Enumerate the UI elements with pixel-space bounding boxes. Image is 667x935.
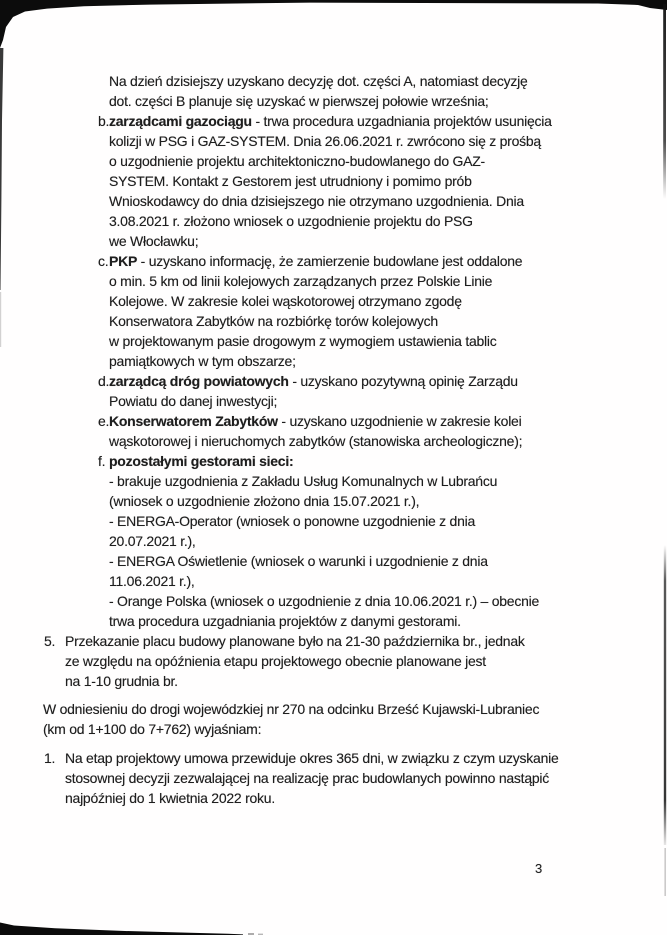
text-segment: - uzyskano pozytywną opinię Zarządu	[288, 373, 518, 389]
text-segment: Wnioskodawcy do dnia dzisiejszego nie otrzymano uzgodnienia. Dnia	[109, 193, 524, 209]
list-marker: f.	[98, 453, 106, 469]
text-line	[109, 251, 667, 271]
text-segment-bold: PKP	[109, 253, 138, 269]
text-line	[65, 788, 667, 808]
text-segment: Konserwatora Zabytków na rozbiórkę torów kolejowych	[109, 313, 438, 329]
text-segment: - Orange Polska (wniosek o uzgodnienie z dnia 10.06.2021 r.) – obecnie	[109, 593, 540, 609]
list-marker: 5.	[44, 633, 56, 649]
list-marker: 1.	[44, 750, 56, 766]
list-item	[0, 748, 667, 808]
text-line	[109, 391, 667, 411]
text-line	[65, 671, 667, 691]
list-item	[0, 371, 667, 411]
scan-edge-right-dots	[664, 848, 666, 896]
text-segment-bold: zarządcą dróg powiatowych	[109, 373, 289, 389]
list-item	[0, 631, 667, 691]
text-segment: 11.06.2021 r.),	[109, 573, 195, 589]
text-line	[109, 311, 667, 331]
list-item	[0, 451, 667, 631]
text-line	[109, 351, 667, 371]
text-line	[65, 748, 667, 768]
text-line	[109, 171, 667, 191]
list-marker: b.	[98, 113, 110, 129]
text-segment: trwa procedura uzgadniania projektów z danymi gestorami.	[109, 613, 461, 629]
text-line	[109, 131, 667, 151]
text-segment: W odniesieniu do drogi wojewódzkiej nr 270 na odcinku Brześć Kujawski-Lubraniec	[43, 701, 540, 717]
text-segment-bold: Konserwatorem Zabytków	[109, 413, 278, 429]
text-line	[109, 591, 667, 611]
text-segment: najpóźniej do 1 kwietnia 2022 roku.	[65, 790, 275, 806]
text-segment: Na dzień dzisiejszy uzyskano decyzję dot. części A, natomiast decyzję	[109, 73, 528, 89]
text-segment: - ENERGA Oświetlenie (wniosek o warunki i uzgodnienie z dnia	[109, 553, 488, 569]
text-segment: Kolejowe. W zakresie kolei wąskotorowej otrzymano zgodę	[109, 293, 462, 309]
text-segment: pamiątkowych w tym obszarze;	[109, 353, 296, 369]
text-line	[109, 531, 667, 551]
text-line	[109, 331, 667, 351]
text-segment: (km od 1+100 do 7+762) wyjaśniam:	[43, 721, 262, 737]
text-line	[109, 211, 667, 231]
text-segment-bold: pozostałymi gestorami sieci:	[109, 453, 294, 469]
text-line	[65, 631, 667, 651]
text-segment-bold: zarządcami gazociągu	[109, 113, 252, 129]
text-segment: stosownej decyzji zezwalającej na realizację prac budowlanych powinno nastąpić	[65, 770, 550, 786]
text-segment: 3.08.2021 r. złożono wniosek o uzgodnienie projektu do PSG	[109, 213, 473, 229]
text-segment: 20.07.2021 r.),	[109, 533, 196, 549]
text-segment: w projektowanym pasie drogowym z wymogiem ustawienia tablic	[109, 333, 497, 349]
text-line	[65, 768, 667, 788]
text-segment: - ENERGA-Operator (wniosek o ponowne uzgodnienie z dnia	[109, 513, 476, 529]
text-line	[109, 451, 667, 471]
text-line	[43, 719, 667, 739]
paragraph	[0, 699, 667, 739]
text-line	[109, 91, 667, 111]
text-line	[109, 231, 667, 251]
text-segment: ze względu na opóźnienia etapu projektowego obecnie planowane jest	[65, 653, 486, 669]
list-marker: d.	[98, 373, 110, 389]
text-line	[65, 651, 667, 671]
text-segment: dot. części B planuje się uzyskać w pierwszej połowie września;	[109, 93, 489, 109]
document-body	[0, 71, 667, 808]
text-segment: - uzyskano informację, że zamierzenie budowlane jest oddalone	[137, 253, 523, 269]
scan-edge-top	[0, 0, 667, 48]
text-line	[109, 491, 667, 511]
text-segment: - brakuje uzgodnienia z Zakładu Usług Komunalnych w Lubrańcu	[109, 473, 498, 489]
text-line	[109, 291, 667, 311]
document-blocks	[0, 71, 667, 808]
scan-edge-bottom	[0, 923, 243, 935]
list-marker: e.	[98, 413, 110, 429]
list-item-continuation	[0, 71, 667, 111]
text-line	[109, 271, 667, 291]
text-segment: o min. 5 km od linii kolejowych zarządzanych przez Polskie Linie	[109, 273, 493, 289]
text-line	[109, 191, 667, 211]
text-segment: Na etap projektowy umowa przewiduje okres 365 dni, w związku z czym uzyskanie	[65, 750, 559, 766]
text-segment: - trwa procedura uzgadniania projektów usunięcia	[251, 113, 552, 129]
text-line	[109, 611, 667, 631]
text-line	[109, 371, 667, 391]
text-segment: we Włocławku;	[109, 233, 199, 249]
text-segment: - uzyskano uzgodnienie w zakresie kolei	[277, 413, 522, 429]
text-line	[109, 71, 667, 91]
text-line	[109, 411, 667, 431]
list-item	[0, 111, 667, 251]
text-segment: Przekazanie placu budowy planowane było na 21-30 października br., jednak	[65, 633, 525, 649]
text-line	[109, 551, 667, 571]
list-item	[0, 251, 667, 371]
page-number: 3	[535, 861, 543, 876]
list-marker: c.	[98, 253, 109, 269]
text-segment: Powiatu do danej inwestycji;	[109, 393, 278, 409]
text-segment: na 1-10 grudnia br.	[65, 673, 178, 689]
text-line	[109, 571, 667, 591]
text-segment: wąskotorowej i nieruchomych zabytków (stanowiska archeologiczne);	[109, 433, 523, 449]
text-line	[43, 699, 667, 719]
text-line	[109, 111, 667, 131]
text-segment: kolizji w PSG i GAZ-SYSTEM. Dnia 26.06.2021 r. zwrócono się z prośbą	[109, 133, 541, 149]
text-segment: o uzgodnienie projektu architektoniczno-budowlanego do GAZ-	[109, 153, 485, 169]
text-segment: (wniosek o uzgodnienie złożono dnia 15.07.2021 r.),	[109, 493, 420, 509]
list-item	[0, 411, 667, 451]
text-line	[109, 151, 667, 171]
text-line	[109, 471, 667, 491]
text-line	[109, 431, 667, 451]
text-line	[109, 511, 667, 531]
text-segment: SYSTEM. Kontakt z Gestorem jest utrudniony i pomimo prób	[109, 173, 472, 189]
